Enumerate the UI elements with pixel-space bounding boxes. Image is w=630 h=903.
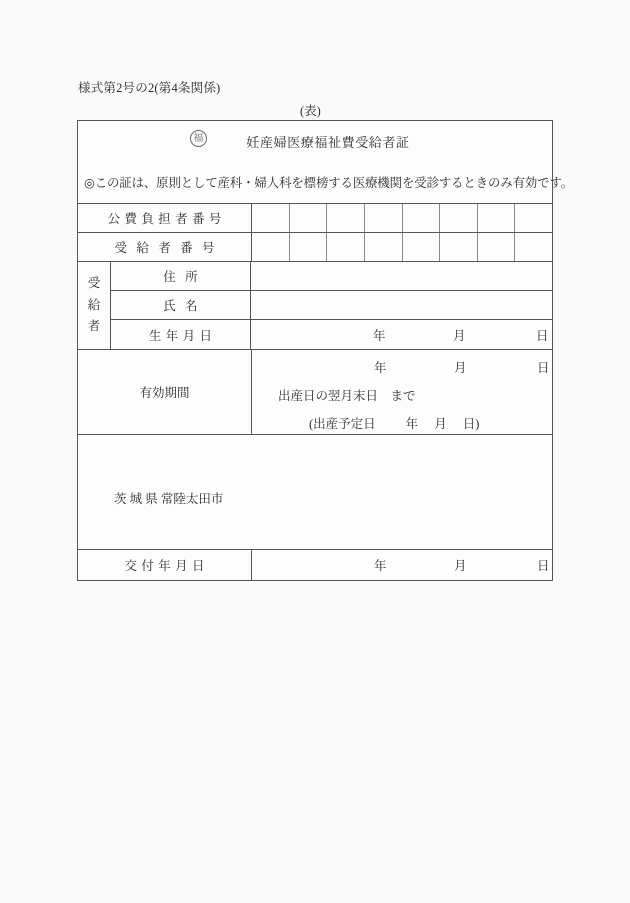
address-value[interactable] xyxy=(251,262,552,290)
year-mark: 年 xyxy=(374,559,387,573)
public-expense-number-row xyxy=(78,204,552,233)
issue-date-label: 交付年月日 xyxy=(78,550,252,580)
year-mark: 年 xyxy=(374,361,387,375)
number-cell[interactable] xyxy=(515,204,552,232)
day-mark: 日 xyxy=(536,328,549,343)
number-cell[interactable] xyxy=(515,233,552,261)
day-mark: 日 xyxy=(537,559,550,573)
number-cell[interactable] xyxy=(365,204,403,232)
recipient-vertical-char: 者 xyxy=(87,319,101,334)
fuku-stamp-icon: 福 xyxy=(190,130,207,147)
birthdate-value[interactable] xyxy=(251,320,552,349)
public-expense-number-cells xyxy=(252,204,552,232)
month-mark: 月 xyxy=(453,328,466,343)
number-cell[interactable] xyxy=(365,233,403,261)
issuing-municipality-text: 茨 城 県 常陸太田市 xyxy=(114,492,224,506)
birthdate-label: 生年月日 xyxy=(111,320,251,349)
issue-date-value[interactable] xyxy=(252,550,552,580)
recipient-number-label: 受給者番号 xyxy=(78,233,252,261)
issue-date-marks xyxy=(252,550,552,580)
recipient-number-cells xyxy=(252,233,552,261)
certificate-title: 妊産婦医療福祉費受給者証 xyxy=(246,134,410,150)
validity-period-row xyxy=(78,350,552,435)
certificate-notice: ◎この証は、原則として産科・婦人科を標榜する医療機関を受診するときのみ有効です。 xyxy=(84,176,574,190)
number-cell[interactable] xyxy=(478,204,516,232)
recipient-vertical-char: 受 xyxy=(87,275,101,290)
number-cell[interactable] xyxy=(403,204,441,232)
day-mark: 日 xyxy=(537,361,550,375)
number-cell[interactable] xyxy=(478,233,516,261)
birthdate-marks xyxy=(251,320,552,349)
recipient-block xyxy=(78,262,552,350)
birthdate-row xyxy=(111,320,552,349)
name-value[interactable] xyxy=(251,291,552,319)
issuing-municipality-row xyxy=(78,435,552,550)
number-cell[interactable] xyxy=(403,233,441,261)
number-cell[interactable] xyxy=(290,204,328,232)
number-cell[interactable] xyxy=(290,233,328,261)
form-code-label: 様式第2号の2(第4条関係) xyxy=(78,81,221,95)
recipient-number-row xyxy=(78,233,552,262)
number-cell[interactable] xyxy=(440,204,478,232)
year-mark: 年 xyxy=(373,328,386,343)
issue-date-row xyxy=(78,550,552,580)
number-cell[interactable] xyxy=(252,204,290,232)
expected-birthdate-line xyxy=(309,414,479,432)
name-label: 氏名 xyxy=(111,291,251,319)
number-cell[interactable] xyxy=(252,233,290,261)
address-label: 住所 xyxy=(111,262,251,290)
recipient-rows xyxy=(111,262,552,349)
number-cell[interactable] xyxy=(440,233,478,261)
day-mark: 日) xyxy=(462,417,480,431)
front-side-label: (表) xyxy=(300,104,321,118)
public-expense-number-label: 公費負担者番号 xyxy=(78,204,252,232)
title-line xyxy=(78,121,552,161)
number-cell[interactable] xyxy=(327,233,365,261)
month-mark: 月 xyxy=(454,361,467,375)
month-mark: 月 xyxy=(454,559,467,573)
number-cell[interactable] xyxy=(327,204,365,232)
validity-period-body[interactable] xyxy=(252,350,552,434)
month-mark: 月 xyxy=(434,417,447,431)
certificate-header xyxy=(78,121,574,204)
address-row xyxy=(111,262,552,291)
expected-birthdate-prefix: (出産予定日 xyxy=(309,417,376,431)
validity-date-marks xyxy=(252,358,552,374)
name-row xyxy=(111,291,552,320)
certificate-frame xyxy=(77,120,574,581)
validity-until-text: 出産日の翌月末日 まで xyxy=(278,389,416,403)
validity-period-label: 有効期間 xyxy=(78,350,252,434)
recipient-vertical-label xyxy=(78,262,111,349)
year-mark: 年 xyxy=(405,417,419,431)
recipient-vertical-char: 給 xyxy=(87,297,101,312)
